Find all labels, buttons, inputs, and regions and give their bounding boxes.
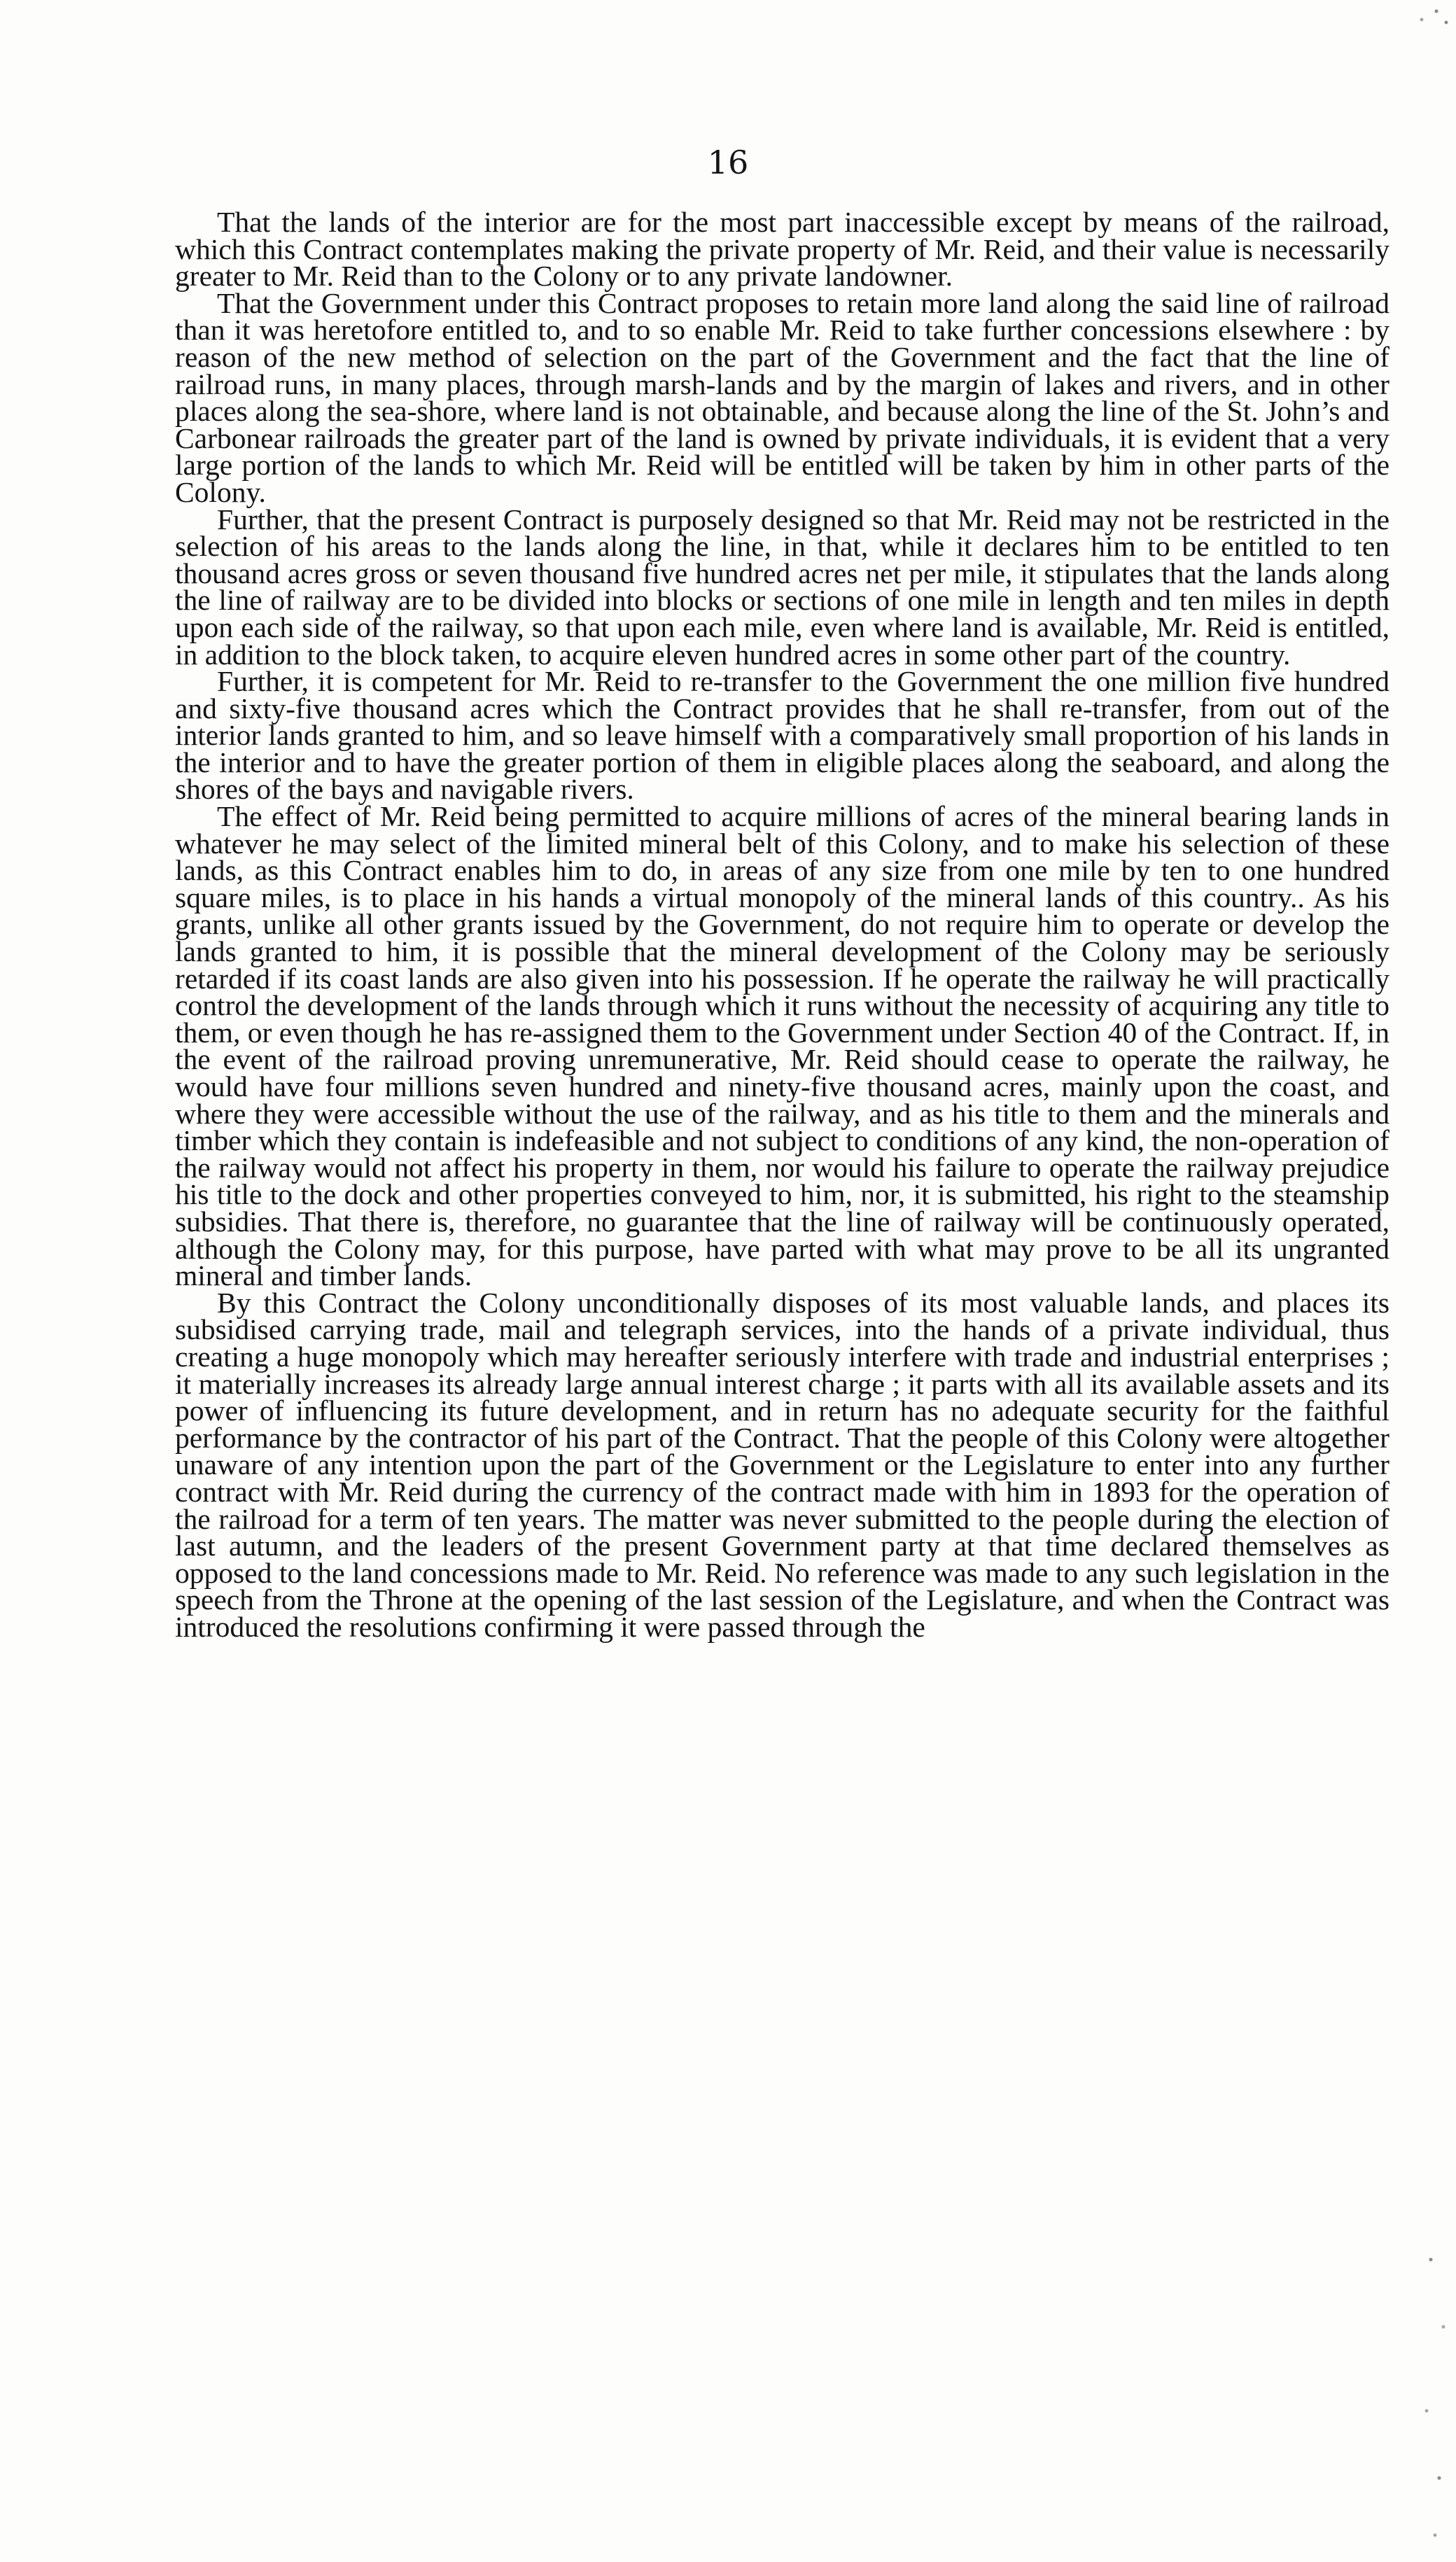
- paragraph-selection-of-areas: Further, that the present Contract is purposely designed so that Mr. Reid may not be restricted in the selection of his areas to the lands along the line, in that, while it declares him to be entitled to ten thousand acres gross or seven thousand five hundred acres net per mile, it stipulates that the lands along the line of railway are to be divided into blocks or sections of one mile in length and ten miles in depth upon each side of the railway, so that upon each mile, even where land is available, Mr. Reid is entitled, in addition to the block taken, to acquire eleven hundred acres in some other part of the country.: [175, 503, 1390, 671]
- paragraph-re-transfer: Further, it is competent for Mr. Reid to re-transfer to the Government the one million five hundred and sixty-five thousand acres which the Contract provides that he shall re-transfer, from out of the interior lands granted to him, and so leave himself with a comparatively small proportion of his lands in the interior and to have the greater portion of them in eligible places along the seaboard, and along the shores of the bays and navigable rivers.: [175, 665, 1390, 806]
- paragraph-inaccessible-lands: That the lands of the interior are for the most part inaccessible except by means of the railroad, which this Contract contemplates making the private property of Mr. Reid, and their value is necessarily greater to Mr. Reid than to the Colony or to any private landowner.: [175, 206, 1390, 293]
- paragraph-colony-disposes-lands: By this Contract the Colony unconditionally disposes of its most valuable lands, and places its subsidised carrying trade, mail and telegraph services, into the hands of a private individual, thus creating a huge monopoly which may hereafter seriously interfere with trade and industrial enterprises ; it materially increases its already large annual interest charge ; it parts with all its available assets and its power of influencing its future development, and in return has no adequate security for the faithful performance by the contractor of his part of the Contract. That the people of this Colony were altogether unaware of any intention upon the part of the Government or the Legislature to enter into any further contract with Mr. Reid during the currency of the contract made with him in 1893 for the operation of the railroad for a term of ten years. The matter was never submitted to the people during the election of last autumn, and the leaders of the present Government party at that time declared themselves as opposed to the land concessions made to Mr. Reid. No reference was made to any such legislation in the speech from the Throne at the opening of the last session of the Legislature, and when the Contract was introduced the resolutions confirming it were passed through the: [175, 1286, 1390, 1643]
- page-number: 16: [707, 144, 749, 181]
- paragraph-mineral-monopoly: The effect of Mr. Reid being permitted to acquire millions of acres of the mineral bearing lands in whatever he may select of the limited mineral belt of this Colony, and to make his selection of these lands, as this Contract enables him to do, in areas of any size from one mile by ten to one hundred square miles, is to place in his hands a virtual monopoly of the mineral lands of this country.. As his grants, unlike all other grants issued by the Government, do not require him to operate or develop the lands granted to him, it is possible that the mineral development of the Colony may be seriously retarded if its coast lands are also given into his possession. If he operate the railway he will practically control the development of the lands through which it runs without the necessity of acquiring any title to them, or even though he has re-assigned them to the Government under Section 40 of the Contract. If, in the event of the railroad proving unremunerative, Mr. Reid should cease to operate the railway, he would have four millions seven hundred and ninety-five thousand acres, mainly upon the coast, and where they were accessible without the use of the railway, and as his title to them and the minerals and timber which they contain is indefeasible and not subject to conditions of any kind, the non-operation of the railway would not affect his property in them, nor would his failure to operate the railway prejudice his title to the dock and other properties conveyed to him, nor, it is submitted, his right to the steamship subsidies. That there is, therefore, no guarantee that the line of railway will be continuously operated, although the Colony may, for this purpose, have parted with what may prove to be all its ungranted mineral and timber lands.: [175, 800, 1390, 1292]
- scan-artifact-bottom: [1414, 2226, 1456, 2562]
- body-text: [175, 206, 1390, 1643]
- scan-artifact-top: [1407, 0, 1456, 28]
- paragraph-government-retains-land: That the Government under this Contract proposes to retain more land along the said line of railroad than it was heretofore entitled to, and to so enable Mr. Reid to take further concessions elsewhere : by reason of the new method of selection on the part of the Government and the fact that the line of railroad runs, in many places, through marsh-lands and by the margin of lakes and rivers, and in other places along the sea-shore, where land is not obtainable, and because along the line of the St. John’s and Carbonear railroads the greater part of the land is owned by private individuals, it is evident that a very large portion of the lands to which Mr. Reid will be entitled will be taken by him in other parts of the Colony.: [175, 286, 1390, 508]
